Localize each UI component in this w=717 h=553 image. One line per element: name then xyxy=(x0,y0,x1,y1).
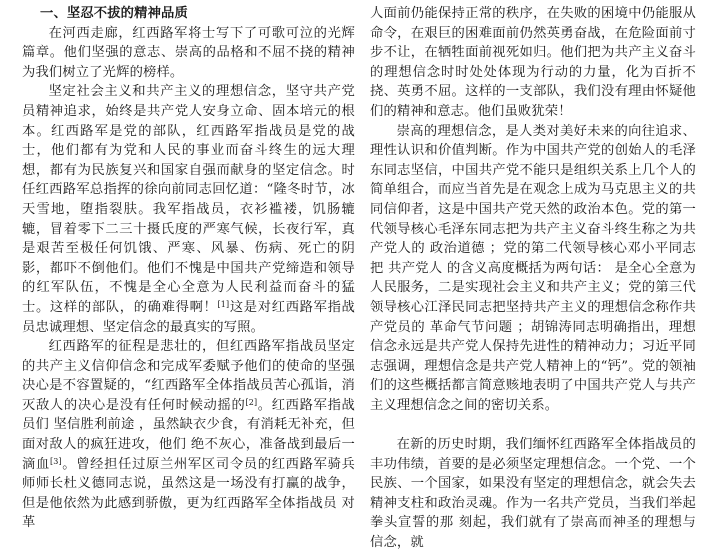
footnote-ref-3: [3] xyxy=(49,456,62,466)
paragraph-expedition xyxy=(22,337,355,533)
left-column xyxy=(22,4,355,533)
section-heading: 一、坚忍不拔的精神品质 xyxy=(40,6,188,21)
right-column xyxy=(370,4,696,553)
paragraph-expedition-a: 红西路军的征程是悲壮的，但红西路军指战员坚定的共产主义信仰信念和完成军委赋予他们的使命的坚强决心是不容置疑的，“红西路军全体指战员苦心孤诣，消灭敌人的决心是没有任何时候动摇的 xyxy=(22,339,355,413)
paragraph-continued: 人面前仍能保持正常的秩序，在失败的困境中仍能服从命令，在艰巨的困难面前仍然英勇奋战，在危险面前寸步不让，在牺牲面前视死如归。他们把为共产主义奋斗的理想信念时时处处体现为行动的力量，化为百折不挠、英勇不屈。这样的一支部队，我们没有理由怀疑他们的精神和意志。他们虽败犹荣！ xyxy=(370,6,696,119)
paragraph-expedition-b: 。红西路军指战员们 坚信胜利前途 ，虽然缺衣少食，有消耗无补充，但面对敌人的疯狂进攻，他们 绝不灰心，准备战到最后一滴血 xyxy=(22,397,355,472)
paragraph-intro: 在河西走廊，红西路军将士写下了可歌可泣的光辉篇章。他们坚强的意志、崇高的品格和不屈不挠的精神为我们树立了光辉的榜样。 xyxy=(22,25,355,80)
footnote-ref-2: [2] xyxy=(245,397,258,407)
paragraph-expedition-c: 。曾经担任过原兰州军区司令员的红西路军骑兵师师长杜义德同志说，虽然这是一场没有打赢的战争，但是他依然为此感到骄傲，更为红西路军全体指战员 对革 xyxy=(22,456,355,531)
paragraph-ideals-text: 坚定社会主义和共产主义的理想信念，坚守共产党员精神追求，始终是共产党人安身立命、固本培元的根本。红西路军是党的部队，红西路军指战员是党的战士，他们都有为党和人民的事业而奋斗终生的远大理想，都有为民族复兴和国家自强而献身的坚定信念。时任红西路军总指挥的徐向前同志回忆道：“隆冬时节，冰天雪地，堕指裂肤。我军指战员，衣衫褴褛，饥肠辘辘，冒着零下二三十摄氏度的严寒气候，长夜行军，真是艰苦至极任何饥饿、严寒、风暴、伤病、死亡的阴影，都吓不倒他们。他们不愧是中国共产党缔造和领导的红军队伍，不愧是全心全意为人民利益而奋斗的猛士。这样的部队，的确难得啊！ xyxy=(22,84,355,315)
paragraph-ideals xyxy=(22,82,355,337)
footnote-ref-1: [1] xyxy=(217,299,230,309)
paragraph-lofty-ideals: 崇高的理想信念，是人类对美好未来的向往追求、理性认识和价值判断。作为中国共产党的创始人的毛泽东同志坚信，中国共产党不能只是组织关系上几个人的简单组合，而应当首先是在观念上成为马克思主义的共同信仰者，这是中国共产党天然的政治本色。党的第一代领导核心毛泽东同志把为共产主义奋斗终生称之为共产党人的 政治道德 ；党的第二代领导核心邓小平同志把 共产党人 的含义高度概括为两句话： 是全心全意为人民服务，二是实现社会主义和共产主义；党的第三代领导核心江泽民同志把坚持共产主义的理想信念称作共产党员的 革命气节问题 ；胡锦涛同志明确指出，理想信念永远是共产党人保持先进性的精神动力；习近平同志强调，理想信念是共产党人精神上的“钙”。党的领袖们的这些概括都言简意赅地表明了中国共产党人与共产主义理想信念之间的密切关系。 xyxy=(370,123,696,413)
paragraph-ideals-tail: 这是对红西路军指战员忠诚理想、坚定信念的最真实的写照。 xyxy=(22,299,355,335)
paragraph-new-era: 在新的历史时期，我们缅怀红西路军全体指战员的丰功伟绩，首要的是必须坚定理想信念。一个党、一个民族、一个国家，如果没有坚定的理想信念，就会失去精神支柱和政治灵魂。作为一名共产党员，当我们举起拳头宣誓的那 刻起，我们就有了崇高而神圣的理想与信念，就 xyxy=(370,437,696,551)
